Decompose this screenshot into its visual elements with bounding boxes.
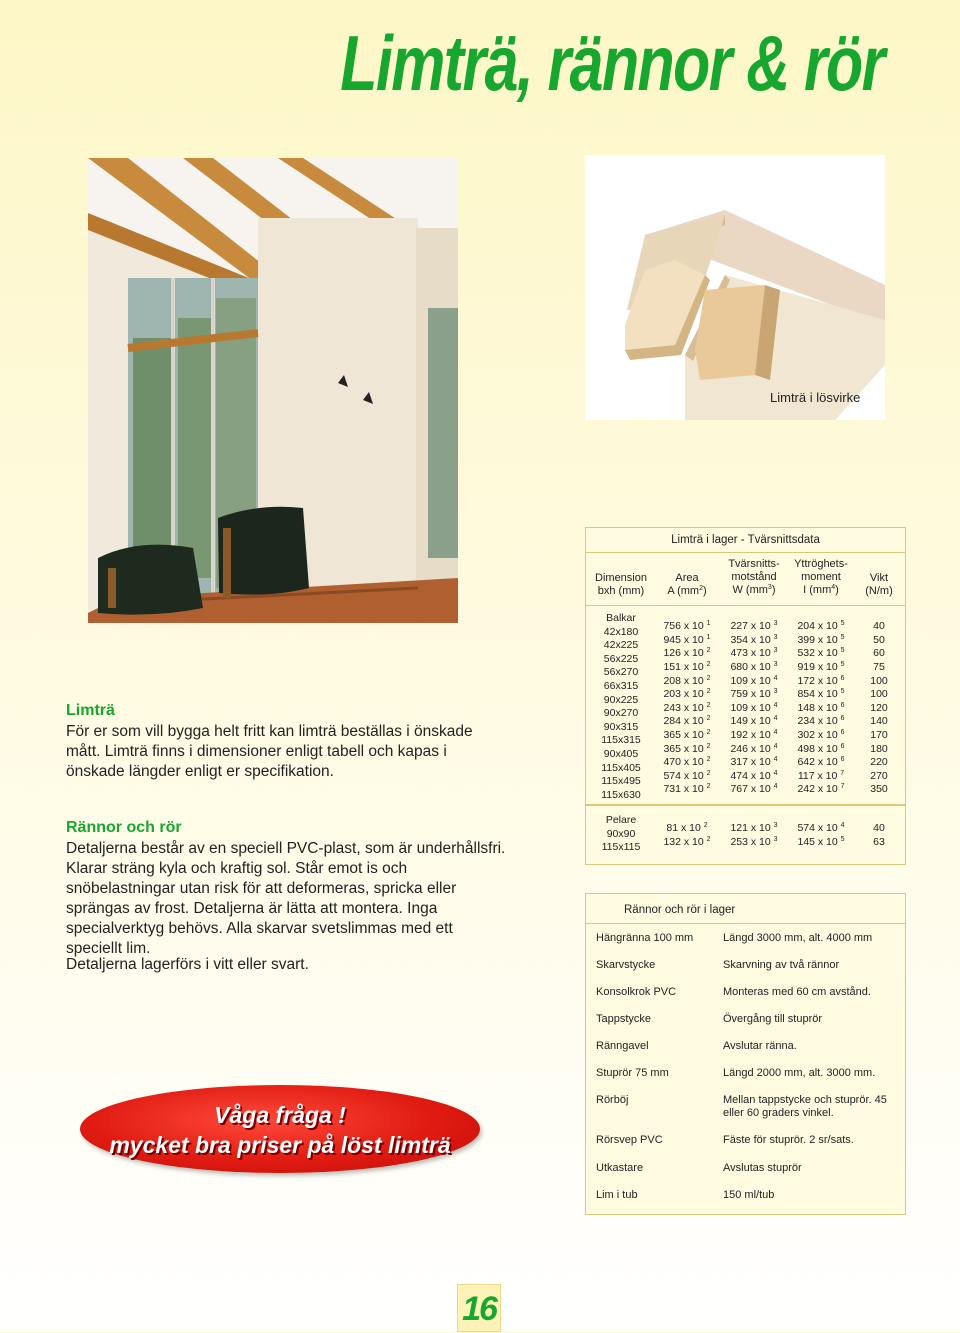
limtra-text: För er som vill bygga helt fritt kan limträ beställas i önskade mått. Limträ finns i dimensioner enligt tabell och kapas i önskade längder enligt er specifikation. [66, 723, 473, 780]
rannor-item: Utkastare [596, 1162, 644, 1174]
table-cell-vikt: 100 [870, 674, 888, 687]
table-cell-vikt: 350 [870, 783, 888, 796]
table-cell-w: 474 x 10 $^4$ [730, 769, 778, 782]
table-cell-dimension: 115x115 [601, 841, 641, 854]
table-cell-w: 109 x 10 $^4$ [730, 701, 778, 714]
table-cell-area: 81 x 10 $^2$ [666, 822, 708, 835]
rannor-item: Ränngavel [596, 1040, 649, 1052]
rannor-heading: Rännor och rör [66, 819, 182, 836]
rannor-item: Rörsvep PVC [596, 1134, 663, 1146]
pelare-table [585, 805, 906, 865]
table-cell-vikt: 140 [870, 715, 888, 728]
pelare-w-col [719, 822, 789, 849]
table-cell-w: 121 x 10 $^3$ [730, 822, 778, 835]
table-cell-area: 284 x 10 $^2$ [663, 715, 711, 728]
table-cell-area: 151 x 10 $^2$ [663, 660, 711, 673]
rannor-item: Tappstycke [596, 1013, 652, 1025]
balkar-dimension-col [586, 612, 656, 802]
table-cell-i: 532 x 10 $^5$ [797, 647, 845, 660]
table-cell-dimension: 115x315 [601, 734, 641, 747]
cross-section-table [585, 527, 906, 805]
table-cell-i: 145 x 10 $^5$ [797, 835, 845, 848]
table-cell-w: 680 x 10 $^3$ [730, 660, 778, 673]
rannor-item: Konsolkrok PVC [596, 986, 677, 998]
table-cell-area: 243 x 10 $^2$ [663, 701, 711, 714]
pelare-i-col [788, 822, 854, 849]
col-header-vikt: Vikt (N/m) [865, 572, 893, 597]
sunroom-photo [88, 158, 458, 623]
rannor-description: Längd 2000 mm, alt. 3000 mm. [723, 1067, 876, 1079]
pelare-dimension-col [586, 814, 656, 855]
rannor-table-title: Rännor och rör i lager [624, 904, 736, 916]
table-cell-dimension: 90x225 [603, 693, 639, 706]
table-cell-area: 208 x 10 $^2$ [663, 674, 711, 687]
table-cell-vikt: 170 [870, 728, 888, 741]
table-cell-w: 227 x 10 $^3$ [730, 620, 778, 633]
table-cell-i: 574 x 10 $^4$ [797, 822, 845, 835]
table-cell-w: 473 x 10 $^3$ [730, 647, 778, 660]
table-cell-dimension: 90x315 [603, 720, 639, 733]
table-cell-w: 192 x 10 $^4$ [730, 728, 778, 741]
table-cell-i: 854 x 10 $^5$ [797, 688, 845, 701]
table-cell-dimension: 115x405 [601, 761, 641, 774]
table-cell-vikt: 220 [870, 756, 888, 769]
rannor-description: Mellan tappstycke och stuprör. 45 eller 60 graders vinkel. [723, 1094, 887, 1119]
rannor-text-2: Detaljerna lagerförs i vitt eller svart. [66, 956, 309, 973]
col-header-w: Tvärsnitts- motstånd W $(mm^3)$ [728, 558, 780, 596]
page-number: 16 [457, 1284, 501, 1332]
table-cell-dimension: 56x225 [603, 652, 639, 665]
table-cell-i: 242 x 10 $^7$ [797, 783, 845, 796]
table-cell-vikt: 40 [873, 822, 885, 835]
table-cell-area: 574 x 10 $^2$ [663, 769, 711, 782]
rannor-item: Stuprör 75 mm [596, 1067, 669, 1079]
table-cell-w: 317 x 10 $^4$ [730, 756, 778, 769]
table-cell-i: 172 x 10 $^6$ [797, 674, 845, 687]
rannor-description: Fäste för stuprör. 2 sr/sats. [723, 1134, 854, 1146]
table-cell-i: 148 x 10 $^6$ [797, 701, 845, 714]
table-cell-dimension: 90x405 [603, 747, 639, 760]
table-cell-vikt: 63 [873, 835, 885, 848]
table-cell-vikt: 180 [870, 742, 888, 755]
table-cell-vikt: 120 [870, 701, 888, 714]
rannor-description: 150 ml/tub [723, 1189, 775, 1201]
rannor-item: Lim i tub [596, 1189, 638, 1201]
table-cell-vikt: 50 [873, 633, 885, 646]
table-cell-vikt: 100 [870, 688, 888, 701]
rannor-description: Längd 3000 mm, alt. 4000 mm [723, 932, 873, 944]
promo-line-2: mycket bra priser på löst limträ [109, 1132, 451, 1158]
table-cell-dimension: 56x270 [603, 666, 639, 679]
table-cell-w: 253 x 10 $^3$ [730, 835, 778, 848]
page-title: Limträ, rännor & rör [340, 19, 884, 107]
table-cell-w: 149 x 10 $^4$ [730, 715, 778, 728]
rannor-description: Monteras med 60 cm avstånd. [723, 986, 871, 998]
balkar-i-col [788, 620, 854, 797]
table-cell-dimension: 42x180 [603, 625, 639, 638]
table-cell-area: 470 x 10 $^2$ [663, 756, 711, 769]
table-cell-dimension: 115x630 [601, 788, 641, 801]
table-cell-i: 642 x 10 $^6$ [797, 756, 845, 769]
table-cell-w: 767 x 10 $^4$ [730, 783, 778, 796]
table-cell-dimension: 90x270 [603, 707, 639, 720]
balkar-label: Balkar [606, 612, 636, 624]
rannor-description: Skarvning av två rännor [723, 959, 840, 971]
balkar-w-col [719, 620, 789, 797]
pelare-vikt-col [853, 822, 905, 849]
table-cell-w: 109 x 10 $^4$ [730, 674, 778, 687]
table-cell-i: 234 x 10 $^6$ [797, 715, 845, 728]
col-header-i: Yttröghets- moment I $(mm^4)$ [794, 558, 848, 596]
rannor-item: Hängränna 100 mm [596, 932, 694, 944]
table-cell-i: 498 x 10 $^6$ [797, 742, 845, 755]
limtra-heading: Limträ [66, 702, 115, 719]
table-cell-w: 759 x 10 $^3$ [730, 688, 778, 701]
table-cell-w: 354 x 10 $^3$ [730, 633, 778, 646]
table-cell-vikt: 60 [873, 647, 885, 660]
table-cell-vikt: 75 [873, 660, 885, 673]
col-header-dimension: Dimension bxh (mm) [595, 572, 647, 597]
rannor-description: Avslutar ränna. [723, 1040, 797, 1052]
pelare-label: Pelare [605, 814, 637, 826]
rannor-text: Detaljerna består av en speciell PVC-plast, som är underhållsfri. Klarar sträng kyla och kraftig sol. Står emot is och snöbelastningar utan risk för att deformeras, spricka eller sprängas av frost. Detaljerna är lätta att montera. Inga specialverktyg behövs. Alla skarvar svetslimmas med ett speciellt lim. [66, 840, 506, 957]
table-cell-area: 365 x 10 $^2$ [663, 728, 711, 741]
table-cell-dimension: 90x90 [606, 827, 636, 840]
table-cell-i: 204 x 10 $^5$ [797, 620, 845, 633]
header-divider [586, 605, 905, 606]
balkar-area-col [654, 620, 720, 797]
table-cell-i: 399 x 10 $^5$ [797, 633, 845, 646]
pelare-area-col [654, 822, 720, 849]
promo-line-1: Våga fråga ! [214, 1102, 346, 1128]
table-cell-area: 731 x 10 $^2$ [663, 783, 711, 796]
table-title: Limträ i lager - Tvärsnittsdata [586, 528, 905, 553]
rannor-description: Övergång till stuprör [723, 1013, 823, 1025]
table-cell-vikt: 270 [870, 769, 888, 782]
balkar-vikt-col [853, 620, 905, 797]
table-cell-area: 756 x 10 $^1$ [663, 620, 711, 633]
table-cell-w: 246 x 10 $^4$ [730, 742, 778, 755]
rannor-item: Skarvstycke [596, 959, 656, 971]
table-cell-area: 132 x 10 $^2$ [663, 835, 711, 848]
table-cell-area: 126 x 10 $^2$ [663, 647, 711, 660]
lumber-photo [585, 155, 885, 420]
table-cell-i: 302 x 10 $^6$ [797, 728, 845, 741]
table-cell-area: 945 x 10 $^1$ [663, 633, 711, 646]
photo-caption: Limträ i lösvirke [770, 390, 861, 405]
table-cell-dimension: 115x495 [601, 775, 641, 788]
rannor-table-divider [586, 923, 905, 924]
table-cell-area: 203 x 10 $^2$ [663, 688, 711, 701]
rannor-description: Avslutas stuprör [723, 1162, 802, 1174]
rannor-item: Rörböj [596, 1094, 629, 1106]
promo-badge [80, 1085, 480, 1173]
table-cell-i: 117 x 10 $^7$ [797, 769, 845, 782]
table-cell-dimension: 42x225 [603, 639, 639, 652]
rannor-table [585, 893, 906, 1215]
col-header-area: Area A $(mm^2)$ [667, 572, 707, 597]
table-cell-i: 919 x 10 $^5$ [797, 660, 845, 673]
table-cell-area: 365 x 10 $^2$ [663, 742, 711, 755]
table-cell-dimension: 66x315 [603, 679, 639, 692]
table-cell-vikt: 40 [873, 620, 885, 633]
